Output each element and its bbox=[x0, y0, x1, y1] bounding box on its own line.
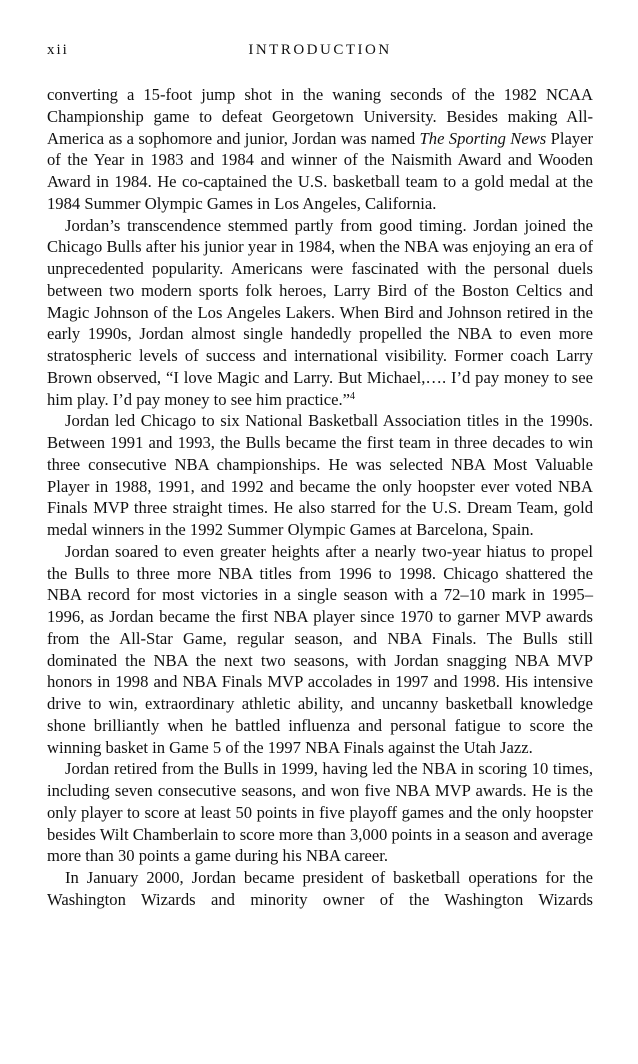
paragraph-4: Jordan soared to even greater heights after a nearly two-year hiatus to propel the Bulls to three more NBA titles from 1996 to 1998. Chicago shattered the NBA record for most victories in a single season with a 72–10 mark in 1995–1996, as Jordan became the first NBA player since 1970 to garner MVP awards from the All-Star Game, regular season, and NBA Finals. The Bulls still dominated the NBA the next two seasons, with Jordan snagging NBA MVP honors in 1998 and NBA Finals MVP accolades in 1997 and 1998. His intensive drive to win, extraordinary athletic ability, and uncanny basketball knowledge shone brilliantly when he battled influenza and personal fatigue to score the winning basket in Game 5 of the 1997 NBA Finals against the Utah Jazz. bbox=[47, 541, 593, 757]
paragraph-2 bbox=[47, 215, 593, 411]
page-number: xii bbox=[47, 42, 69, 58]
body-text bbox=[47, 84, 593, 911]
publication-title: The Sporting News bbox=[419, 128, 547, 148]
paragraph-2-text: Jordan’s transcendence stemmed partly from good timing. Jordan joined the Chicago Bulls after his junior year in 1984, when the NBA was enjoying an era of unprecedented popularity. Americans were fascinated with the personal duels between two modern sports folk heroes, Larry Bird of the Boston Celtics and Magic Johnson of the Los Angeles Lakers. When Bird and Johnson retired in the early 1990s, Jordan almost single handedly propelled the NBA to even more stratospheric levels of success and international visibility. Former coach Larry Brown observed, “I love Magic and Larry. But Michael,…. I’d pay money to see him play. I’d pay money to see him practice.” bbox=[47, 215, 593, 409]
footnote-marker: 4 bbox=[350, 390, 356, 402]
paragraph-6: In January 2000, Jordan became president of basketball operations for the Washington Wizards and minority owner of the Washington Wizards bbox=[47, 868, 593, 909]
paragraph-5: Jordan retired from the Bulls in 1999, having led the NBA in scoring 10 times, including seven consecutive seasons, and won five NBA MVP awards. He is the only player to score at least 50 points in five playoff games and the only hoopster besides Wilt Chamberlain to score more than 3,000 points in a season and average more than 30 points a game during his NBA career. bbox=[47, 759, 593, 866]
chapter-title: INTRODUCTION bbox=[248, 42, 392, 58]
paragraph-3: Jordan led Chicago to six National Basketball Association titles in the 1990s. Between 1991 and 1993, the Bulls became the first team in three decades to win three consecutive NBA championships. He was selected NBA Most Valuable Player in 1988, 1991, and 1992 and became the only hoopster ever voted NBA Finals MVP three straight times. He also starred for the U.S. Dream Team, gold medal winners in the 1992 Summer Olympic Games at Barcelona, Spain. bbox=[47, 411, 593, 539]
paragraph-1-text-a: converting a 15-foot jump shot in the waning seconds of the 1982 NCAA Championship game to defeat Georgetown University. Besides making All-America as a sophomore and junior, Jordan was named bbox=[47, 85, 593, 148]
running-head bbox=[47, 42, 593, 64]
paragraph-1 bbox=[47, 84, 593, 215]
paragraph-1-text-b: Player of the Year in 1983 and 1984 and winner of the Naismith Award and Wooden Award in 1984. He co-captained the U.S. basketball team to a gold medal at the 1984 Summer Olympic Games in Los Angeles, California. bbox=[47, 128, 594, 213]
